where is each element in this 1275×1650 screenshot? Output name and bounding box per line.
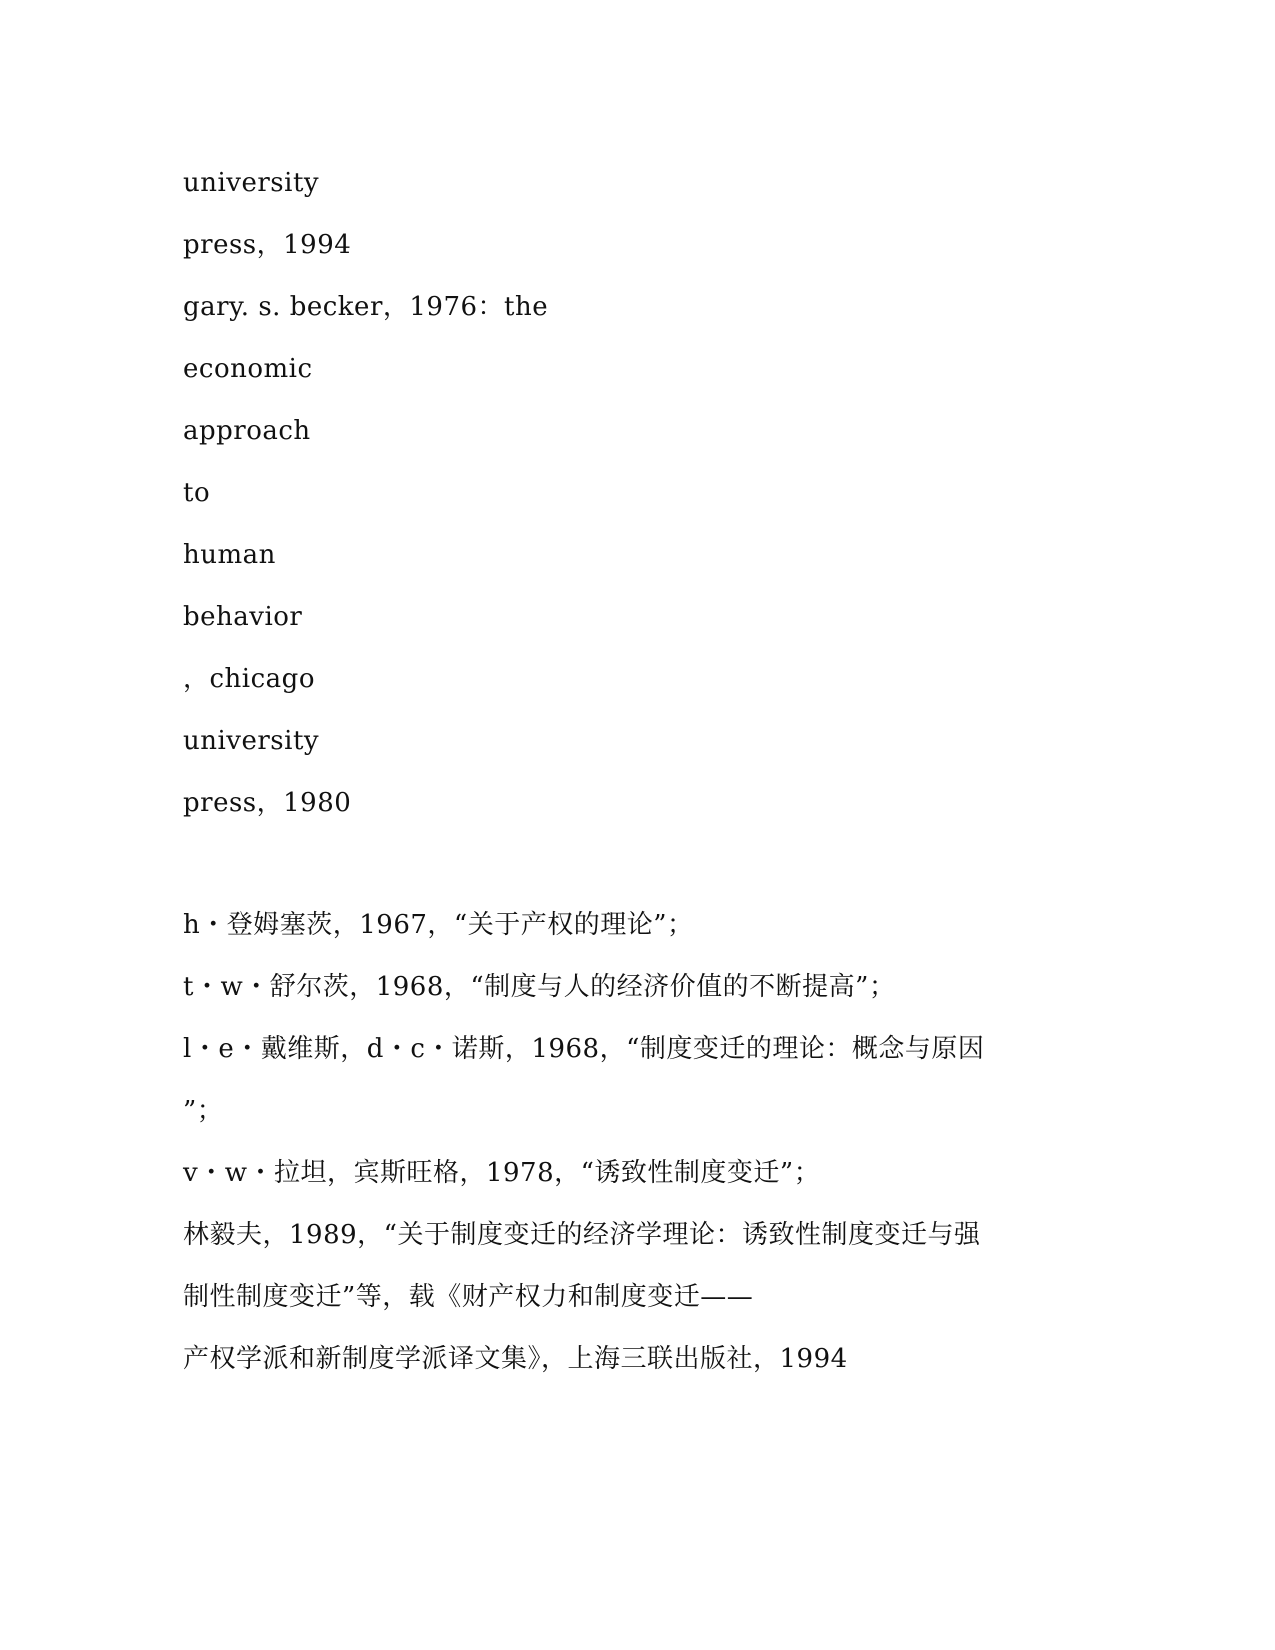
text-line: l・e・戴维斯，d・c・诺斯，1968，“制度变迁的理论：概念与原因 [183, 1034, 985, 1064]
text-line: human [183, 540, 276, 570]
text-line: university [183, 726, 320, 756]
text-line: economic [183, 354, 313, 384]
text-line: approach [183, 416, 311, 446]
text-line: ，chicago [183, 664, 315, 694]
text-line: h・登姆塞茨，1967，“关于产权的理论”； [183, 910, 694, 940]
text-line: 林毅夫，1989，“关于制度变迁的经济学理论：诱致性制度变迁与强 [183, 1220, 981, 1250]
text-line: ”； [183, 1096, 224, 1126]
text-line: v・w・拉坦，宾斯旺格，1978，“诱致性制度变迁”； [183, 1158, 821, 1188]
text-line: 产权学派和新制度学派译文集》，上海三联出版社，1994 [183, 1344, 848, 1374]
text-line: gary. s. becker，1976：the [183, 292, 549, 322]
text-line: press，1980 [183, 788, 352, 818]
text-line: t・w・舒尔茨，1968，“制度与人的经济价值的不断提高”； [183, 972, 896, 1002]
text-line: behavior [183, 602, 303, 632]
text-line: to [183, 478, 211, 508]
text-line: university [183, 168, 320, 198]
text-line: press，1994 [183, 230, 352, 260]
text-line: 制性制度变迁”等，载《财产权力和制度变迁—— [183, 1282, 754, 1312]
